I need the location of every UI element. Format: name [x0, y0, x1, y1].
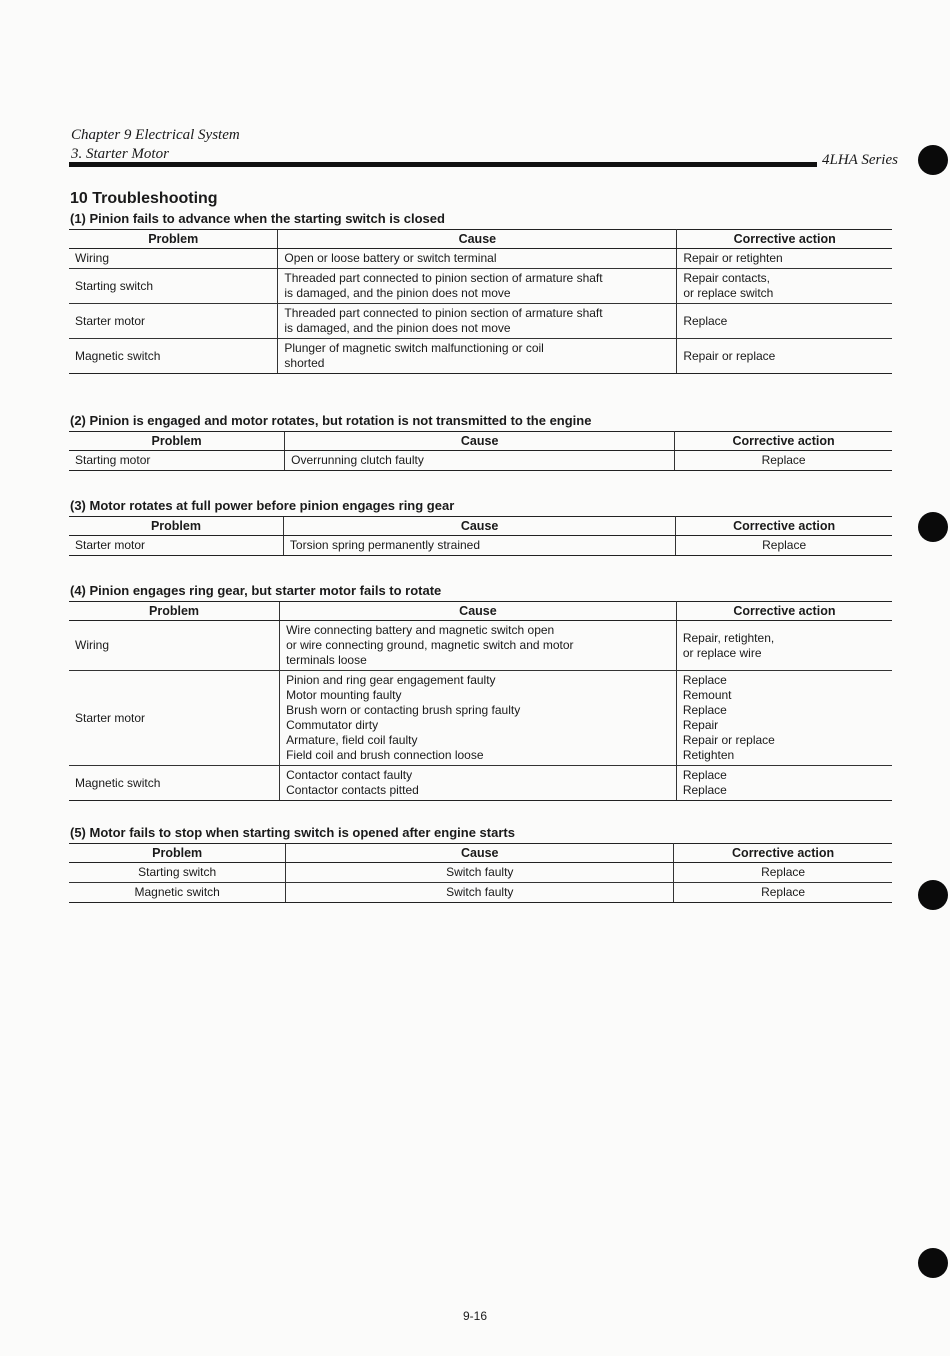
action-cell: Replace Replace	[676, 766, 892, 801]
cause-cell: Overrunning clutch faulty	[285, 451, 675, 471]
cause-cell: Contactor contact faulty Contactor contacts pitted	[280, 766, 677, 801]
action-cell: Replace	[676, 536, 892, 556]
action-cell: Replace	[675, 451, 892, 471]
action-header: Corrective action	[675, 432, 892, 451]
table-row	[69, 883, 892, 903]
cause-cell: Open or loose battery or switch terminal	[278, 249, 677, 269]
action-cell: Repair or replace	[677, 339, 892, 374]
chapter-header	[71, 126, 240, 164]
binding-hole-icon	[918, 512, 948, 542]
problem-cell: Wiring	[69, 621, 280, 671]
troubleshooting-table	[69, 431, 892, 471]
action-header: Corrective action	[677, 230, 892, 249]
cause-cell: Threaded part connected to pinion section of armature shaft is damaged, and the pinion does not move	[278, 269, 677, 304]
table-title: (4) Pinion engages ring gear, but starter motor fails to rotate	[70, 583, 442, 598]
problem-cell: Wiring	[69, 249, 278, 269]
problem-header: Problem	[69, 602, 280, 621]
table-row	[69, 339, 892, 374]
problem-header: Problem	[69, 517, 283, 536]
action-cell: Repair or retighten	[677, 249, 892, 269]
table-row	[69, 863, 892, 883]
table-row	[69, 249, 892, 269]
action-header: Corrective action	[676, 517, 892, 536]
problem-header: Problem	[69, 230, 278, 249]
header-rule	[69, 162, 817, 167]
cause-cell: Switch faulty	[286, 863, 674, 883]
table-header-row	[69, 517, 892, 536]
table-header-row	[69, 844, 892, 863]
table-header-row	[69, 230, 892, 249]
action-cell: Replace	[677, 304, 892, 339]
cause-cell: Plunger of magnetic switch malfunctioning or coil shorted	[278, 339, 677, 374]
binding-hole-icon	[918, 880, 948, 910]
cause-cell: Wire connecting battery and magnetic switch open or wire connecting ground, magnetic switch and motor terminals loose	[280, 621, 677, 671]
binding-hole-icon	[918, 1248, 948, 1278]
table-row	[69, 621, 892, 671]
troubleshooting-table	[69, 516, 892, 556]
table-row	[69, 451, 892, 471]
action-cell: Repair, retighten, or replace wire	[676, 621, 892, 671]
troubleshooting-table	[69, 843, 892, 903]
cause-header: Cause	[280, 602, 677, 621]
problem-cell: Magnetic switch	[69, 339, 278, 374]
cause-cell: Torsion spring permanently strained	[283, 536, 675, 556]
problem-header: Problem	[69, 844, 286, 863]
table-row	[69, 671, 892, 766]
table-title: (5) Motor fails to stop when starting switch is opened after engine starts	[70, 825, 515, 840]
table-row	[69, 766, 892, 801]
action-cell: Repair contacts, or replace switch	[677, 269, 892, 304]
action-header: Corrective action	[676, 602, 892, 621]
table-title: (2) Pinion is engaged and motor rotates, but rotation is not transmitted to the engine	[70, 413, 592, 428]
binding-hole-icon	[918, 145, 948, 175]
action-cell: Replace Remount Replace Repair Repair or replace Retighten	[676, 671, 892, 766]
troubleshooting-table	[69, 601, 892, 801]
table-header-row	[69, 432, 892, 451]
problem-cell: Magnetic switch	[69, 766, 280, 801]
table-row	[69, 536, 892, 556]
cause-cell: Switch faulty	[286, 883, 674, 903]
problem-header: Problem	[69, 432, 285, 451]
table-header-row	[69, 602, 892, 621]
action-header: Corrective action	[674, 844, 892, 863]
problem-cell: Starter motor	[69, 536, 283, 556]
table-title: (3) Motor rotates at full power before pinion engages ring gear	[70, 498, 455, 513]
cause-header: Cause	[278, 230, 677, 249]
section-name: 3. Starter Motor	[71, 146, 169, 162]
problem-cell: Starting switch	[69, 863, 286, 883]
chapter-title: Chapter 9 Electrical System	[71, 127, 240, 143]
problem-cell: Starting motor	[69, 451, 285, 471]
action-cell: Replace	[674, 863, 892, 883]
problem-cell: Starter motor	[69, 304, 278, 339]
cause-header: Cause	[286, 844, 674, 863]
series-label: 4LHA Series	[822, 152, 898, 168]
problem-cell: Starting switch	[69, 269, 278, 304]
cause-cell: Threaded part connected to pinion section of armature shaft is damaged, and the pinion does not move	[278, 304, 677, 339]
table-title: (1) Pinion fails to advance when the starting switch is closed	[70, 211, 445, 226]
cause-header: Cause	[285, 432, 675, 451]
cause-cell: Pinion and ring gear engagement faulty Motor mounting faulty Brush worn or contacting brush spring faulty Commutator dirty Armature, field coil faulty Field coil and brush connection loose	[280, 671, 677, 766]
page-number: 9-16	[462, 1309, 488, 1323]
section-title: 10 Troubleshooting	[70, 190, 218, 207]
cause-header: Cause	[283, 517, 675, 536]
table-row	[69, 269, 892, 304]
table-row	[69, 304, 892, 339]
troubleshooting-table	[69, 229, 892, 374]
problem-cell: Magnetic switch	[69, 883, 286, 903]
problem-cell: Starter motor	[69, 671, 280, 766]
action-cell: Replace	[674, 883, 892, 903]
